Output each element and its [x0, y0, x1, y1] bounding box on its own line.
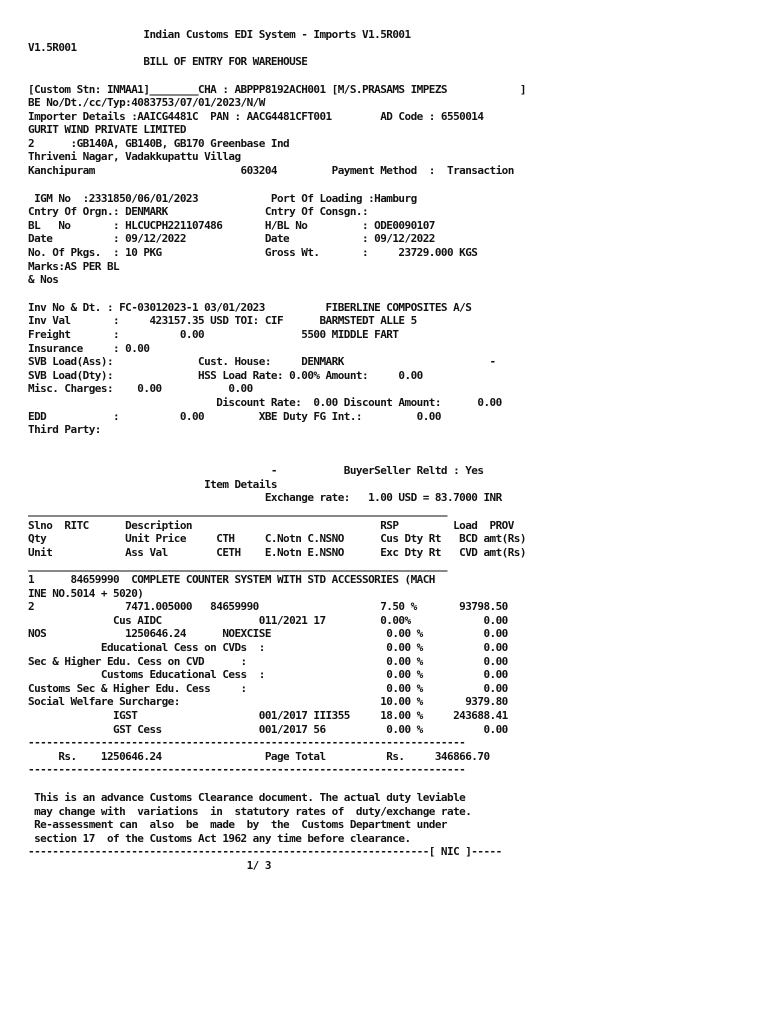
table-row: INE NO.5014 + 5020) [28, 587, 144, 600]
page-number: 1/ 3 [28, 859, 271, 872]
importer-address-3: Kanchipuram 603204 Payment Method : Transaction [28, 164, 514, 177]
discount-line: Discount Rate: 0.00 Discount Amount: 0.00 [28, 396, 502, 409]
system-title: Indian Customs EDI System - Imports V1.5R001 [28, 28, 411, 41]
importer-address-1: 2 :GB140A, GB140B, GB170 Greenbase Ind [28, 137, 290, 150]
page-total-line: Rs. 1250646.24 Page Total Rs. 346866.70 [28, 750, 490, 763]
svb-load-ass-line: SVB Load(Ass): Cust. House: DENMARK - [28, 355, 496, 368]
table-row: Social Welfare Surcharge: 10.00 % 9379.80 [28, 695, 508, 708]
table-row: Customs Sec & Higher Edu. Cess : 0.00 % 0.00 [28, 682, 508, 695]
third-party-line: Third Party: [28, 423, 101, 436]
bl-date-line: Date : 09/12/2022 Date : 09/12/2022 [28, 232, 435, 245]
disclaimer-line-1: This is an advance Customs Clearance document. The actual duty leviable [28, 791, 466, 804]
marks-line-2: & Nos [28, 273, 59, 286]
total-rule-bottom: ------------------------------------------------------------------------ [28, 763, 466, 776]
custom-station-line: [Custom Stn: INMAA1]________CHA : ABPPP8192ACH001 [M/S.PRASAMS IMPEZS ] [28, 83, 526, 96]
disclaimer-line-3: Re-assessment can also be made by the Customs Department under [28, 818, 448, 831]
version-label: V1.5R001 [28, 41, 77, 54]
nic-footer-rule: ------------------------------------------------------------------[ NIC ]----- [28, 845, 502, 858]
disclaimer-line-4: section 17 of the Customs Act 1962 any time before clearance. [28, 832, 411, 845]
importer-address-2: Thriveni Nagar, Vadakkupattu Villag [28, 150, 241, 163]
buyer-seller-line: - BuyerSeller Reltd : Yes [28, 464, 484, 477]
table-row: Sec & Higher Edu. Cess on CVD : 0.00 % 0.00 [28, 655, 508, 668]
table-header-rule: _____________________________________________________________________ [28, 504, 448, 517]
invoice-line: Inv No & Dt. : FC-03012023-1 03/01/2023 FIBERLINE COMPOSITES A/S [28, 301, 472, 314]
table-row: Cus AIDC 011/2021 17 0.00% 0.00 [28, 614, 508, 627]
freight-line: Freight : 0.00 5500 MIDDLE FART [28, 328, 399, 341]
marks-line-1: Marks:AS PER BL [28, 260, 120, 273]
exchange-rate-line: Exchange rate: 1.00 USD = 83.7000 INR [28, 491, 502, 504]
table-row: GST Cess 001/2017 56 0.00 % 0.00 [28, 723, 508, 736]
total-rule-top: ------------------------------------------------------------------------ [28, 736, 466, 749]
table-row: NOS 1250646.24 NOEXCISE 0.00 % 0.00 [28, 627, 508, 640]
importer-name: GURIT WIND PRIVATE LIMITED [28, 123, 186, 136]
bl-line: BL No : HLCUCPH221107486 H/BL No : ODE0090107 [28, 219, 435, 232]
document-title: BILL OF ENTRY FOR WAREHOUSE [28, 55, 308, 68]
be-number-line: BE No/Dt./cc/Typ:4083753/07/01/2023/N/W [28, 96, 265, 109]
edd-line: EDD : 0.00 XBE Duty FG Int.: 0.00 [28, 410, 441, 423]
table-row: IGST 001/2017 III355 18.00 % 243688.41 [28, 709, 508, 722]
igm-line: IGM No :2331850/06/01/2023 Port Of Loading :Hamburg [28, 192, 417, 205]
table-row: 2 7471.005000 84659990 7.50 % 93798.50 [28, 600, 508, 613]
origin-line: Cntry Of Orgn.: DENMARK Cntry Of Consgn.: [28, 205, 369, 218]
svb-load-dty-line: SVB Load(Dty): HSS Load Rate: 0.00% Amount: 0.00 [28, 369, 423, 382]
table-row: Educational Cess on CVDs : 0.00 % 0.00 [28, 641, 508, 654]
table-row: 1 84659990 COMPLETE COUNTER SYSTEM WITH STD ACCESSORIES (MACH [28, 573, 435, 586]
insurance-line: Insurance : 0.00 [28, 342, 150, 355]
table-header-rule-2: _____________________________________________________________________ [28, 559, 448, 572]
table-header-row-3: Unit Ass Val CETH E.Notn E.NSNO Exc Dty Rt CVD amt(Rs) [28, 546, 526, 559]
table-row: Customs Educational Cess : 0.00 % 0.00 [28, 668, 508, 681]
item-details-title: Item Details [28, 478, 277, 491]
disclaimer-line-2: may change with variations in statutory rates of duty/exchange rate. [28, 805, 472, 818]
misc-charges-line: Misc. Charges: 0.00 0.00 [28, 382, 253, 395]
packages-line: No. Of Pkgs. : 10 PKG Gross Wt. : 23729.000 KGS [28, 246, 478, 259]
table-header-row-2: Qty Unit Price CTH C.Notn C.NSNO Cus Dty Rt BCD amt(Rs) [28, 532, 526, 545]
importer-details-line: Importer Details :AAICG4481C PAN : AACG4481CFT001 AD Code : 6550014 [28, 110, 484, 123]
invoice-value-line: Inv Val : 423157.35 USD TOI: CIF BARMSTEDT ALLE 5 [28, 314, 417, 327]
table-header-row-1: Slno RITC Description RSP Load PROV [28, 519, 514, 532]
